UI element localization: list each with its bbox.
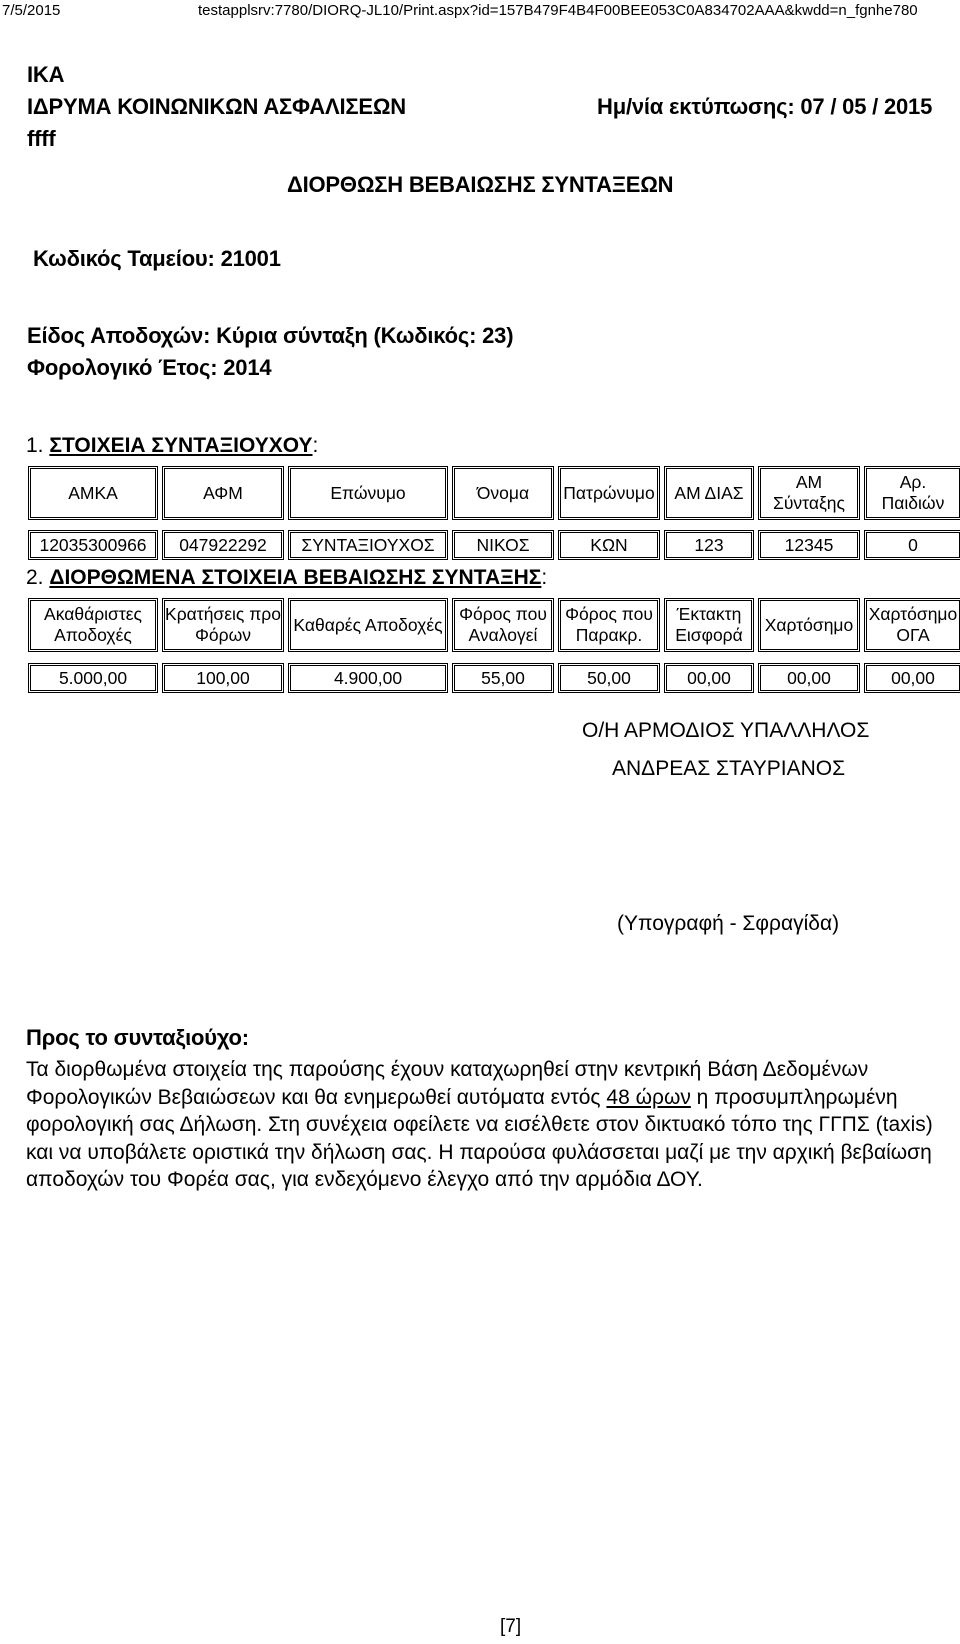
section-2-heading: [26, 566, 547, 590]
section-1-number: 1.: [26, 434, 44, 457]
value-net-earnings: 4.900,00: [288, 663, 448, 693]
header-am-dias: ΑΜ ΔΙΑΣ: [664, 466, 754, 520]
header-tax-withheld: Φόρος που Παρακρ.: [558, 598, 660, 652]
value-tax-due: 55,00: [452, 663, 554, 693]
value-tax-withheld: 50,00: [558, 663, 660, 693]
section-1-title: ΣΤΟΙΧΕΙΑ ΣΥΝΤΑΞΙΟΥΧΟΥ: [49, 434, 313, 457]
header-oga-stamp-duty: Χαρτόσημο ΟΓΑ: [864, 598, 960, 652]
value-name: ΝΙΚΟΣ: [452, 530, 554, 560]
pensioner-table-header: [28, 466, 960, 520]
value-surname: ΣΥΝΤΑΞΙΟΥΧΟΣ: [288, 530, 448, 560]
org-code: ΙΚΑ: [27, 62, 65, 87]
header-tax-due: Φόρος που Αναλογεί: [452, 598, 554, 652]
income-type: Είδος Αποδοχών: Κύρια σύνταξη (Κωδικός: 23): [27, 323, 514, 348]
header-gross-earnings: Ακαθάριστες Αποδοχές: [28, 598, 158, 652]
print-date-label: Ημ/νία εκτύπωσης: 07 / 05 / 2015: [597, 94, 933, 119]
section-2-colon: :: [541, 566, 548, 589]
signature-note: (Υπογραφή - Σφραγίδα): [617, 912, 840, 935]
earnings-table-header: [28, 598, 960, 652]
print-date: 7/5/2015: [2, 2, 61, 19]
header-stamp-duty: Χαρτόσημο: [758, 598, 860, 652]
pensioner-table-row: [28, 530, 960, 560]
value-pre-tax-deductions: 100,00: [162, 663, 284, 693]
section-2-number: 2.: [26, 566, 44, 589]
header-name: Όνομα: [452, 466, 554, 520]
header-surname: Επώνυμο: [288, 466, 448, 520]
notice-text-end: η προσυμπληρωμένη φορολογική σας Δήλωση. Στη συνέχεια οφείλετε να εισέλθετε στον δικτυακό τόπο της ΓΓΠΣ (taxis) και να υποβάλετε οριστικά την δήλωση σας. Η παρούσα φυλάσσεται μαζί με την αρχική βεβαίωση αποδοχών του Φορέα σας, για ενδεχόμενο έλεγχο από την αρμόδια ΔΟΥ.: [26, 1085, 933, 1191]
notice-heading: Προς το συνταξιούχο:: [26, 1025, 249, 1050]
document-title: ΔΙΟΡΘΩΣΗ ΒΕΒΑΙΩΣΗΣ ΣΥΝΤΑΞΕΩΝ: [287, 172, 674, 197]
org-name: ΙΔΡΥΜΑ ΚΟΙΝΩΝΙΚΩΝ ΑΣΦΑΛΙΣΕΩΝ: [27, 94, 406, 119]
section-1-heading: [26, 434, 318, 458]
header-special-contribution: Έκτακτη Εισφορά: [664, 598, 754, 652]
earnings-table-row: [28, 663, 960, 693]
tax-year: Φορολογικό Έτος: 2014: [27, 355, 272, 380]
value-gross-earnings: 5.000,00: [28, 663, 158, 693]
print-url: testapplsrv:7780/DIORQ-JL10/Print.aspx?id=157B479F4B4F00BEE053C0A834702AAA&kwdd=n_fgnhe780: [198, 2, 918, 19]
header-children: Αρ. Παιδιών: [864, 466, 960, 520]
notice-text: [26, 1056, 946, 1194]
section-1-colon: :: [312, 434, 319, 457]
value-am-dias: 123: [664, 530, 754, 560]
value-children: 0: [864, 530, 960, 560]
header-am-pension: ΑΜ Σύνταξης: [758, 466, 860, 520]
value-special-contribution: 00,00: [664, 663, 754, 693]
value-father-name: ΚΩΝ: [558, 530, 660, 560]
header-father-name: Πατρώνυμο: [558, 466, 660, 520]
fund-code: Κωδικός Ταμείου: 21001: [33, 246, 281, 271]
section-2-title: ΔΙΟΡΘΩΜΕΝΑ ΣΤΟΙΧΕΙΑ ΒΕΒΑΙΩΣΗΣ ΣΥΝΤΑΞΗΣ: [49, 566, 542, 589]
header-pre-tax-deductions: Κρατήσεις προ Φόρων: [162, 598, 284, 652]
value-stamp-duty: 00,00: [758, 663, 860, 693]
notice-deadline: 48 ώρων: [606, 1085, 691, 1109]
value-afm: 047922292: [162, 530, 284, 560]
value-am-pension: 12345: [758, 530, 860, 560]
header-afm: ΑΦΜ: [162, 466, 284, 520]
header-net-earnings: Καθαρές Αποδοχές: [288, 598, 448, 652]
org-branch: ffff: [27, 126, 56, 151]
signature-role: Ο/Η ΑΡΜΟΔΙΟΣ ΥΠΑΛΛΗΛΟΣ: [582, 719, 870, 742]
page-number: [7]: [500, 1616, 522, 1637]
notice-text-start: Τα διορθωμένα στοιχεία της παρούσης έχουν καταχωρηθεί στην κεντρική Βάση Δεδομένων Φορολογικών Βεβαιώσεων και θα ενημερωθεί αυτόματα εντός: [26, 1058, 869, 1109]
header-amka: ΑΜΚΑ: [28, 466, 158, 520]
signature-name: ΑΝΔΡΕΑΣ ΣΤΑΥΡΙΑΝΟΣ: [612, 757, 846, 780]
value-oga-stamp-duty: 00,00: [864, 663, 960, 693]
value-amka: 12035300966: [28, 530, 158, 560]
